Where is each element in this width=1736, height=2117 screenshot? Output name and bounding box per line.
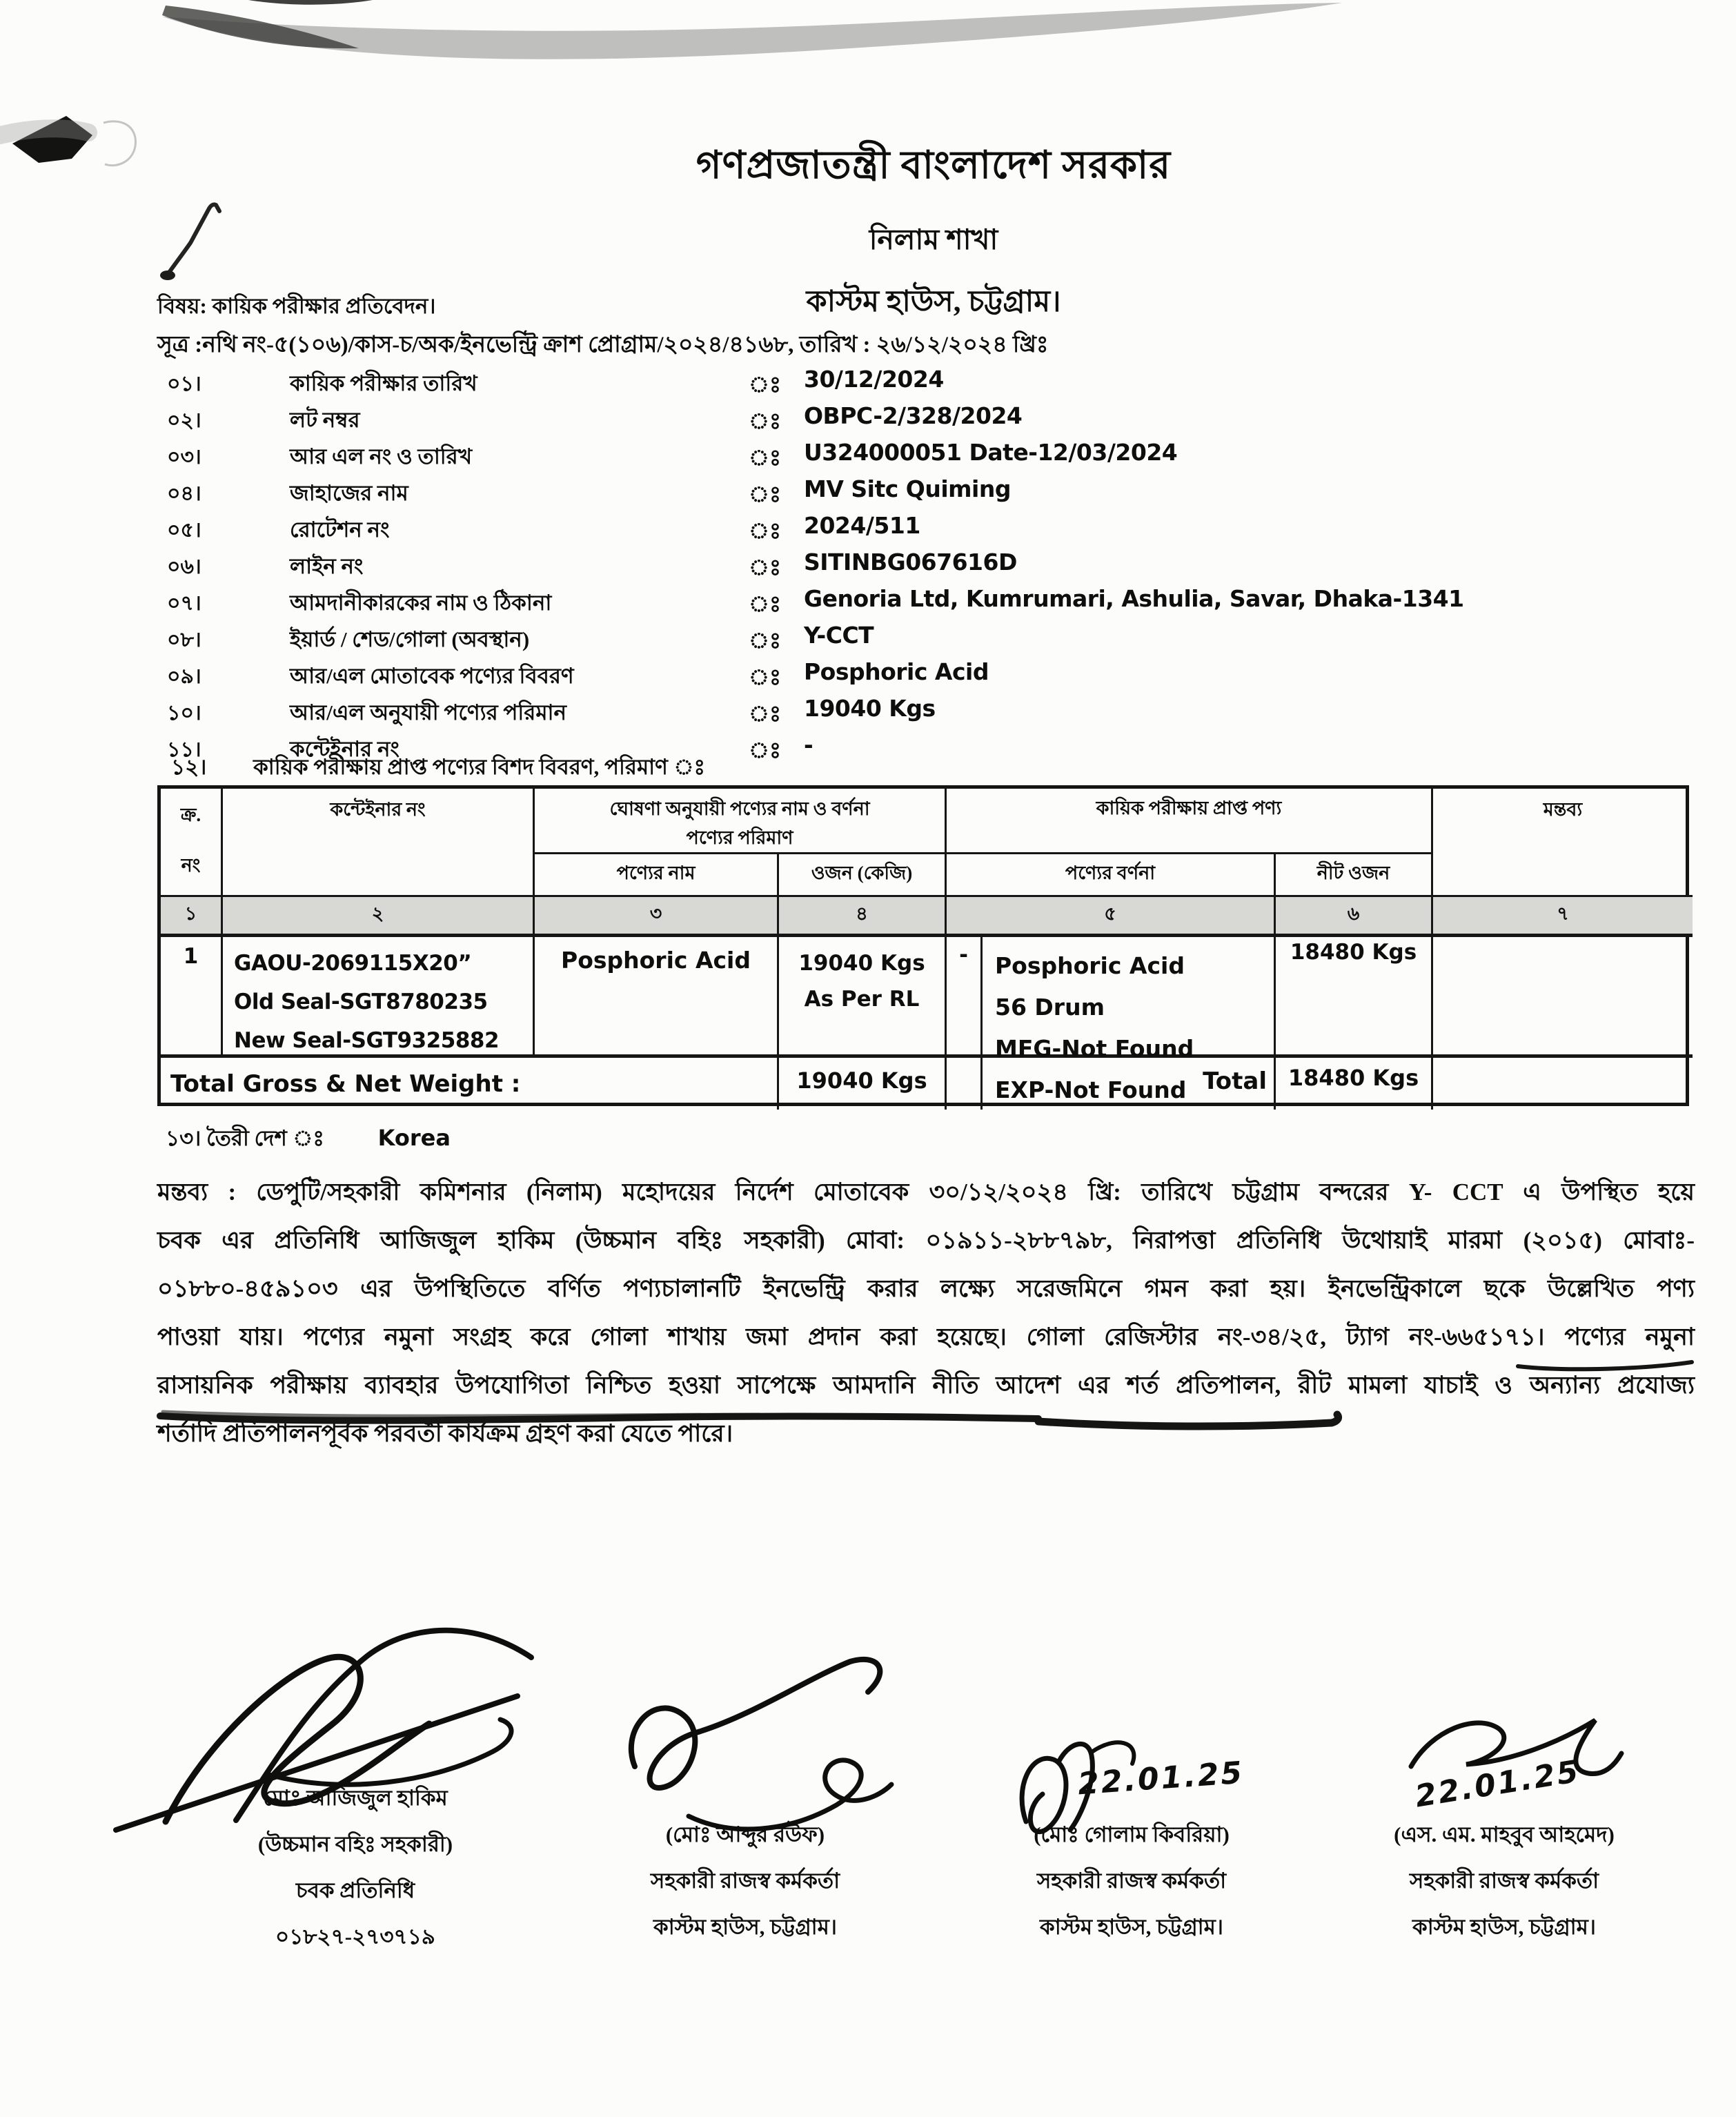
item-13-label: তৈরী দেশ ঃ <box>206 1126 324 1150</box>
field-label: কায়িক পরীক্ষার তারিখ <box>290 371 477 395</box>
row-net-weight: 18480 Kgs <box>1276 937 1433 1058</box>
field-label: লাইন নং <box>290 554 364 578</box>
remarks-line-6: শর্তাদি প্রতিপালনপূর্বক পরবর্তী কার্যক্রম গ্রহণ করা যেতে পারে। <box>157 1420 733 1447</box>
field-row-line-number <box>157 550 1696 587</box>
signatory-office: কাস্টম হাউস, চট্টগ্রাম। <box>1040 1915 1223 1939</box>
signatory-designation: সহকারী রাজস্ব কর্মকর্তা <box>1409 1869 1599 1893</box>
field-serial: ১১। <box>167 738 201 761</box>
field-value: 2024/511 <box>804 512 920 539</box>
header-found-group: কায়িক পরীক্ষায় প্রাপ্ত পণ্য <box>947 789 1433 854</box>
column-number-3: ৩ <box>535 897 779 937</box>
signatory-name: (মোঃ গোলাম কিবরিয়া) <box>1034 1822 1230 1847</box>
examination-table <box>157 785 1689 1106</box>
branch-name: নিলাম শাখা <box>869 224 998 255</box>
signatory-designation: (উচ্চমান বহিঃ সহকারী) <box>257 1832 453 1856</box>
field-row-goods-quantity <box>157 696 1696 733</box>
total-row-label: Total Gross & Net Weight : <box>161 1058 779 1110</box>
field-row-rotation-number <box>157 513 1696 550</box>
field-colon: ঃ <box>749 664 782 689</box>
field-row-rl-number <box>157 440 1696 477</box>
field-serial: ০১। <box>167 373 201 395</box>
government-title: গণপ্রজাতন্ত্রী বাংলাদেশ সরকার <box>696 144 1172 187</box>
total-remarks-cell <box>1433 1058 1693 1110</box>
field-row-lot-number <box>157 404 1696 440</box>
remarks-line-3: ০১৮৮০-৪৫৯১০৩ এর উপস্থিতিতে বর্ণিত পণ্যচালানটি ইনভেন্ট্রি করার লক্ষ্যে সরেজমিনে গমন করা হয়। ইনভেন্ট্রিকালে ছকে উল্লেখিত পণ্য <box>157 1275 1695 1302</box>
row-remarks <box>1433 937 1693 1058</box>
field-label: কন্টেইনার নং <box>290 737 400 761</box>
field-label: আমদানীকারকের নাম ও ঠিকানা <box>290 591 552 615</box>
column-number-1: ১ <box>161 897 223 937</box>
row-serial: 1 <box>161 937 223 1058</box>
total-dash-cell <box>947 1058 983 1110</box>
field-colon: ঃ <box>749 555 782 580</box>
field-serial: ০৭। <box>167 592 201 615</box>
header-remarks: মন্তব্য <box>1433 789 1693 897</box>
header-serial-column: ক্র. নং <box>161 789 223 897</box>
signatory-office: কাস্টম হাউস, চট্টগ্রাম। <box>1412 1915 1596 1939</box>
header-declared-group: ঘোষণা অনুযায়ী পণ্যের নাম ও বর্ণনা পণ্যের পরিমাণ <box>535 789 947 854</box>
field-value: 19040 Kgs <box>804 695 936 722</box>
field-label: জাহাজের নাম <box>290 481 408 505</box>
signature-block-4 <box>1304 1811 1704 1950</box>
item-12-label: কায়িক পরীক্ষায় প্রাপ্ত পণ্যের বিশদ বিবরণ, পরিমাণ ঃ <box>253 755 706 779</box>
row-declared-product-name: Posphoric Acid <box>535 937 779 1058</box>
column-number-5: ৫ <box>947 897 1276 937</box>
field-row-goods-description <box>157 660 1696 696</box>
field-value: OBPC-2/328/2024 <box>804 402 1023 429</box>
signatory-name: (মোঃ আব্দুর রউফ) <box>665 1822 825 1847</box>
field-value: SITINBG067616D <box>804 549 1017 575</box>
field-value: - <box>804 731 813 758</box>
field-serial: ০২। <box>167 409 201 432</box>
field-serial: ০৮। <box>167 629 201 651</box>
field-colon: ঃ <box>749 591 782 616</box>
row-found-description: Posphoric Acid 56 Drum MFG-Not Found EXP-Not Found <box>983 937 1276 1058</box>
signatory-org: চবক প্রতিনিধি <box>295 1878 415 1902</box>
column-number-7: ৭ <box>1433 897 1693 937</box>
column-number-2: ২ <box>223 897 535 937</box>
field-value: MV Sitc Quiming <box>804 475 1011 502</box>
header-product-name: পণ্যের নাম <box>535 854 779 897</box>
field-list <box>157 367 1696 769</box>
field-label: আর/এল মোতাবেক পণ্যের বিবরণ <box>290 664 574 688</box>
field-row-vessel-name <box>157 477 1696 513</box>
total-net-weight: 18480 Kgs <box>1276 1058 1433 1110</box>
field-label: আর/এল অনুযায়ী পণ্যের পরিমান <box>290 700 567 725</box>
field-value: Posphoric Acid <box>804 658 989 685</box>
item-13-country-of-origin <box>166 1122 451 1158</box>
field-label: ইয়ার্ড / শেড/গোলা (অবস্থান) <box>290 627 530 651</box>
field-colon: ঃ <box>749 482 782 506</box>
field-label: লট নম্বর <box>290 408 360 432</box>
reference-line: সূত্র :নথি নং-৫(১০৬)/কাস-চ/অক/ইনভেন্ট্রি ক্রাশ প্রোগ্রাম/২০২৪/৪১৬৮, তারিখ : ২৬/১২/২০২৪ খ্রিঃ <box>157 333 1049 357</box>
signatory-phone: ০১৮২৭-২৭৩৭১৯ <box>275 1924 435 1949</box>
office-name: কাস্টম হাউস, চট্টগ্রাম। <box>806 286 1061 318</box>
field-value: Genoria Ltd, Kumrumari, Ashulia, Savar, Dhaka-1341 <box>804 585 1464 612</box>
column-number-6: ৬ <box>1276 897 1433 937</box>
remarks-line-4: পাওয়া যায়। পণ্যের নমুনা সংগ্রহ করে গোলা শাখায় জমা প্রদান করা হয়েছে। গোলা রেজিস্টার নং-৩৪/২৫, ট্যাগ নং-৬৬৫১৭১। পণ্যের নমুনা <box>157 1323 1695 1350</box>
field-serial: ০৪। <box>167 482 201 505</box>
signature-block-1 <box>155 1775 555 1960</box>
header-container-number: কন্টেইনার নং <box>223 789 535 897</box>
item-12-heading <box>171 751 705 787</box>
field-row-importer <box>157 587 1696 623</box>
item-13-serial: ১৩। <box>166 1126 201 1150</box>
field-colon: ঃ <box>749 518 782 543</box>
signature-4-date: 22.01.25 <box>1412 1753 1583 1815</box>
field-serial: ০৬। <box>167 555 201 578</box>
remarks-line-1: মন্তব্য : ডেপুটি/সহকারী কমিশনার (নিলাম) মহোদয়ের নির্দেশ মোতাবেক ৩০/১২/২০২৪ খ্রি: তারিখে চট্টগ্রাম বন্দরের Y- CCT এ উপস্থিত হয়ে <box>157 1179 1695 1205</box>
header-product-description: পণ্যের বর্ণনা <box>947 854 1276 897</box>
row-declared-weight: 19040 Kgs As Per RL <box>779 937 947 1058</box>
row-dash: - <box>947 937 983 1058</box>
signature-block-3 <box>931 1811 1332 1950</box>
signatory-office: কাস্টম হাউস, চট্টগ্রাম। <box>653 1915 837 1939</box>
field-serial: ০৫। <box>167 519 201 542</box>
field-label: আর এল নং ও তারিখ <box>290 444 473 469</box>
signature-block-2 <box>545 1811 945 1950</box>
signature-3-date: 22.01.25 <box>1076 1755 1245 1802</box>
signatory-designation: সহকারী রাজস্ব কর্মকর্তা <box>650 1869 840 1893</box>
total-label: Total <box>983 1058 1276 1110</box>
header-weight-kg: ওজন (কেজি) <box>779 854 947 897</box>
column-number-4: ৪ <box>779 897 947 937</box>
signatory-designation: সহকারী রাজস্ব কর্মকর্তা <box>1036 1869 1227 1893</box>
field-row-yard-shed <box>157 623 1696 660</box>
remarks-line-5: রাসায়নিক পরীক্ষায় ব্যাবহার উপযোগিতা নিশ্চিত হওয়া সাপেক্ষে আমদানি নীতি আদেশ এর শর্ত প্রতিপালন, রীট মামলা যাচাই ও অন্যান্য প্রযোজ্য <box>157 1372 1695 1399</box>
item-13-value: Korea <box>377 1125 451 1151</box>
field-serial: ০৩। <box>167 446 201 469</box>
field-colon: ঃ <box>749 372 782 397</box>
field-colon: ঃ <box>749 628 782 653</box>
field-colon: ঃ <box>749 408 782 433</box>
field-label: রোটেশন নং <box>290 518 390 542</box>
field-serial: ১০। <box>167 702 201 725</box>
field-colon: ঃ <box>749 701 782 726</box>
field-serial: ০৯। <box>167 665 201 688</box>
field-value: 30/12/2024 <box>804 366 944 393</box>
header-net-weight: নীট ওজন <box>1276 854 1433 897</box>
signatory-name: মোঃ আজিজুল হাকিম <box>263 1786 448 1810</box>
remarks-line-2: চবক এর প্রতিনিধি আজিজুল হাকিম (উচ্চমান বহিঃ সহকারী) মোবা: ০১৯১১-২৮৮৭৯৮, নিরাপত্তা প্রতিনিধি উথোয়াই মারমা (২০১৫) মোবাঃ- <box>157 1227 1695 1254</box>
field-colon: ঃ <box>749 445 782 470</box>
signatory-name: (এস. এম. মাহবুব আহমেদ) <box>1394 1822 1615 1847</box>
remarks-paragraph <box>157 1173 1695 1463</box>
field-row-exam-date <box>157 367 1696 404</box>
field-colon: ঃ <box>749 738 782 762</box>
field-value: U324000051 Date-12/03/2024 <box>804 439 1178 466</box>
field-value: Y-CCT <box>804 622 874 649</box>
row-container-seals: GAOU-2069115X20” Old Seal-SGT8780235 New Seal-SGT9325882 <box>223 937 535 1058</box>
subject-line: বিষয়: কায়িক পরীক্ষার প্রতিবেদন। <box>157 294 436 318</box>
item-12-serial: ১২। <box>171 755 207 779</box>
total-declared-weight: 19040 Kgs <box>779 1058 947 1110</box>
